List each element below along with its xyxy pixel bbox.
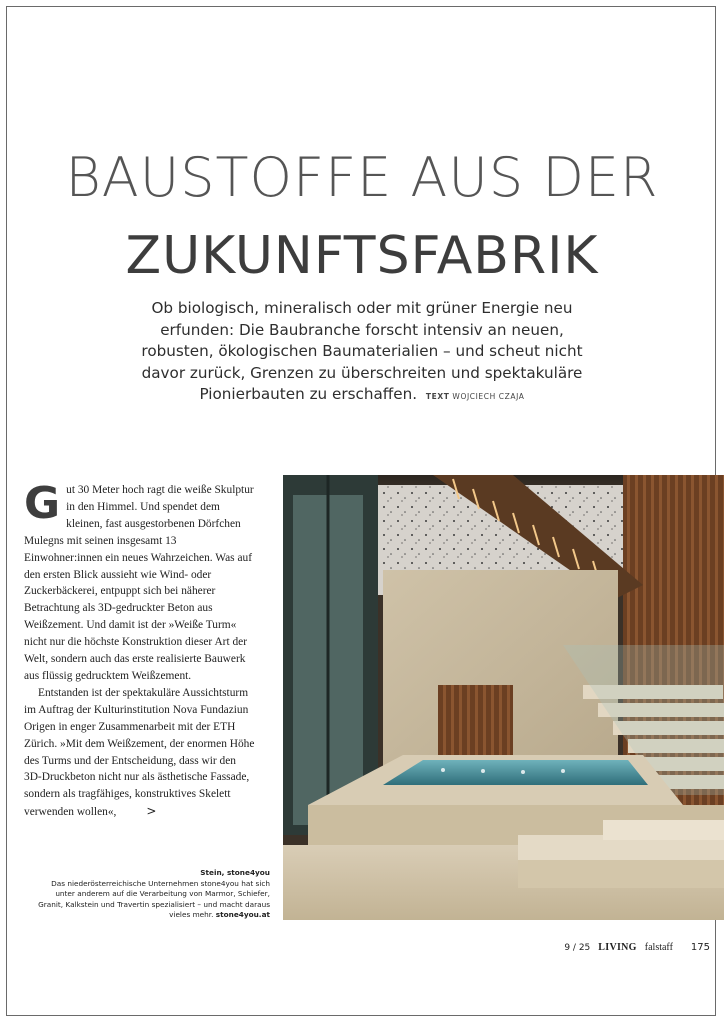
body-paragraph-1 <box>24 478 256 685</box>
caption-title: Stein, stone4you <box>200 868 270 877</box>
page-number: 175 <box>690 942 710 953</box>
page-folio <box>564 942 710 953</box>
lead-text: Ob biologisch, mineralisch oder mit grüner Energie neu erfunden: Die Baubranche forscht intensiv an neuen, robusten, ökologischen Baumaterialien – und scheut nicht davor zurück, Grenzen zu überschreiten und spektakuläre Pionierbauten zu erschaffen. <box>141 299 583 404</box>
byline-author: WOJCIECH CZAJA <box>452 392 525 402</box>
body-paragraph-1-text: ut 30 Meter hoch ragt die weiße Skulptur in den Himmel. Und spendet dem kleinen, fast ausgestorbenen Dörfchen Mulegns mit seinen insgesamt 13 Einwohner:innen ein neues Wahrzeichen. Was auf den ersten Blick aussieht wie Wind- oder Zuckerbäckerei, entpuppt sich bei näherer Betrachtung als 3D-gedruckter Beton aus Weißzement. Und damit ist der »Weiße Turm« nicht nur die höchste Konstruktion dieser Art der Welt, sondern auch das erste realisierte Bauwerk aus flüssig gedrucktem Weißzement. <box>24 484 254 682</box>
continue-arrow-icon: > <box>146 804 157 819</box>
lead-paragraph <box>130 298 594 408</box>
staircase-pool-illustration <box>283 475 724 920</box>
brand-name: falstaff <box>644 942 673 953</box>
byline <box>426 392 525 401</box>
issue-number: 9 / 25 <box>564 943 591 953</box>
photo-caption <box>30 868 270 921</box>
body-text-column <box>24 478 256 821</box>
caption-text: Das niederösterreichische Unternehmen stone4you hat sich unter anderem auf die Verarbeitung von Marmor, Schiefer, Granit, Kalkstein und Travertin spezialisiert – und macht daraus vieles mehr. <box>38 878 270 920</box>
magazine-name: LIVING <box>598 942 637 953</box>
interior-photo <box>283 475 724 920</box>
caption-link[interactable]: stone4you.at <box>215 910 270 920</box>
body-paragraph-2-text: Entstanden ist der spektakuläre Aussichtsturm im Auftrag der Kulturinstitution Nova Fundaziun Origen in enger Zusammenarbeit mit der ETH Zürich. »Mit dem Weißzement, der enormen Höhe des Turms und der Entscheidung, dass wir den 3D-Druckbeton nicht nur als ästhetische Fassade, sondern als tragfähiges, konstruktives Skelett verwenden wollen«, <box>24 686 255 819</box>
body-paragraph-2 <box>24 685 256 821</box>
byline-label: TEXT <box>425 392 450 402</box>
headline-line-2: ZUKUNFTSFABRIK <box>125 226 599 286</box>
headline-line-1: BAUSTOFFE AUS DER <box>65 146 659 209</box>
drop-cap: G <box>24 478 61 529</box>
